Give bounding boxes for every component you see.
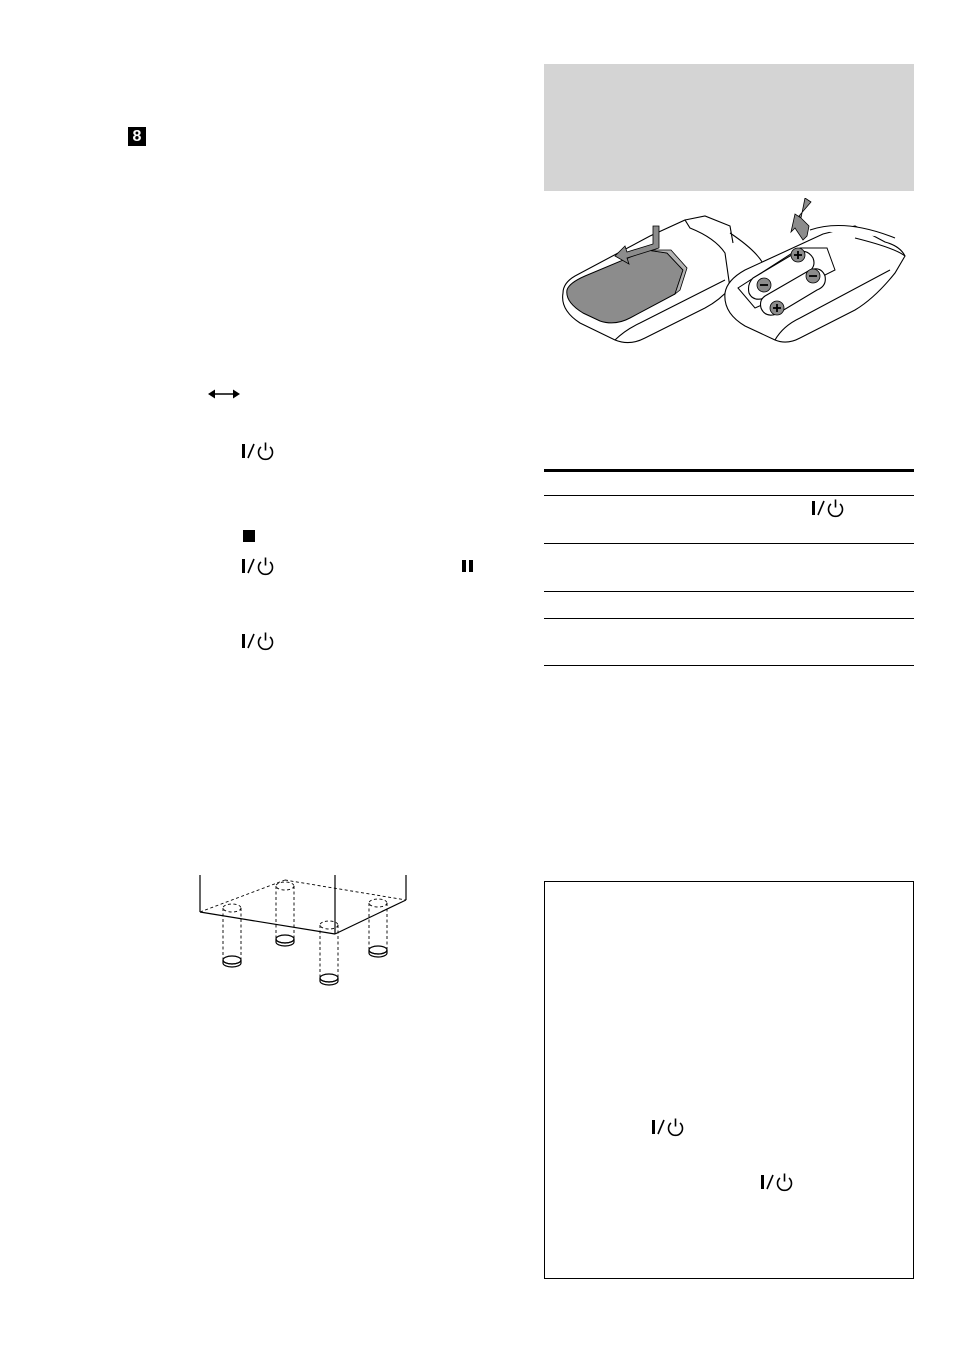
section-header-band [544,64,914,191]
table-top-rule [544,469,914,472]
notice-box [544,881,914,1279]
table-row-rule [544,618,914,619]
power-icon [650,1117,684,1137]
speaker-feet-placement-illustration [195,872,415,992]
power-icon [810,498,844,518]
power-icon [240,441,274,461]
double-arrow-icon [207,386,241,402]
table-row-rule [544,543,914,544]
power-icon [240,556,274,576]
stop-icon [243,530,255,542]
table-bottom-rule [544,665,914,666]
remote-battery-insertion-illustration [555,198,910,348]
table-row-rule [544,591,914,592]
table-header-rule [544,495,914,496]
pause-icon [461,559,475,573]
power-icon [240,631,274,651]
power-icon [759,1172,793,1192]
step-number-badge: 8 [128,127,146,146]
